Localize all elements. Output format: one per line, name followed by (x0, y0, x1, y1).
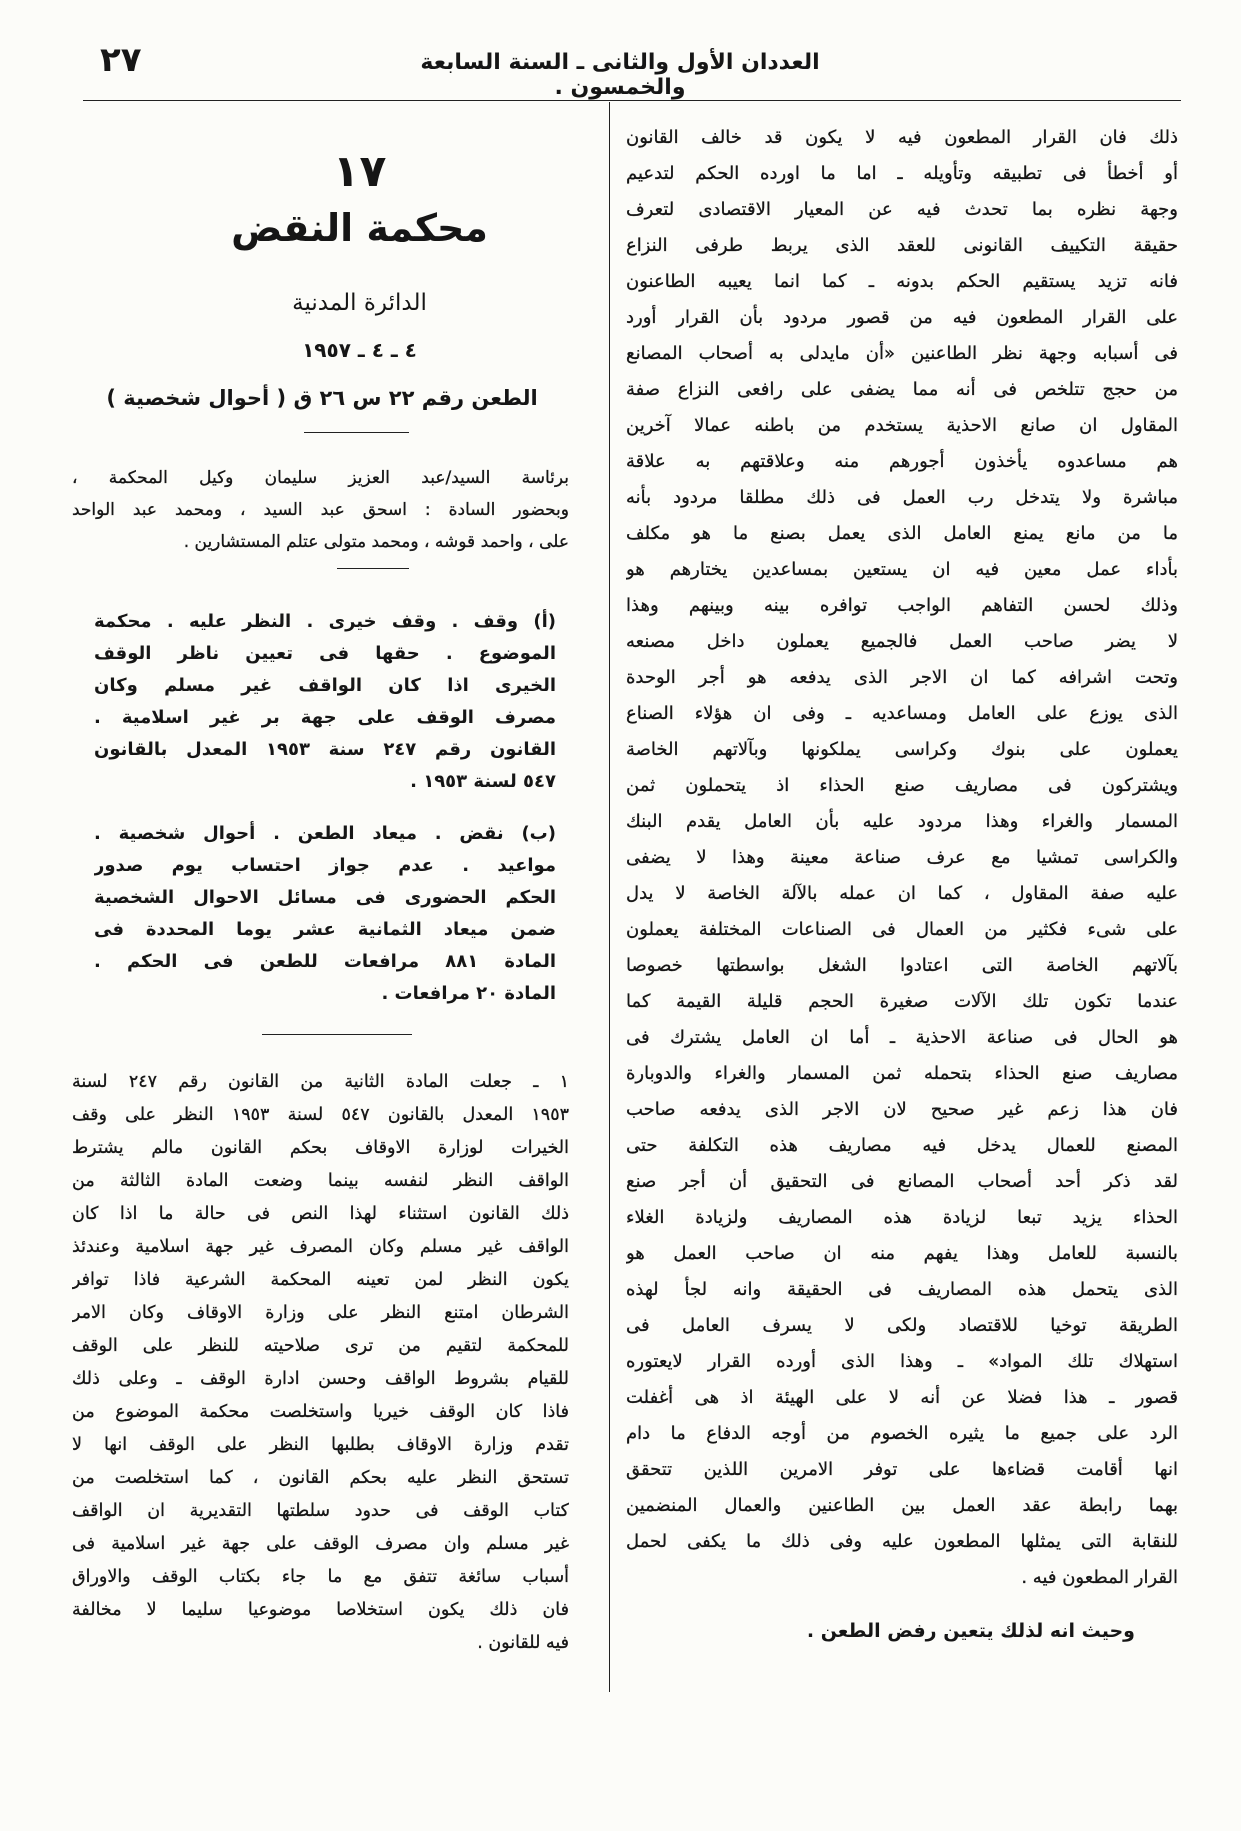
body-text-line: ما من مانع يمنع العامل الذى يعمل بصنع ما هو مكلف (626, 523, 1178, 544)
body-text-line: من حجج تتلخص فى أنه مما يضفى على رافعى النزاع صفة (626, 379, 1178, 400)
closing-sentence: وحيث انه لذلك يتعين رفض الطعن . (806, 1620, 1135, 1642)
body-text-line: ذلك فان القرار المطعون فيه لا يكون قد خالف القانون (626, 127, 1178, 148)
panel-rule (337, 568, 409, 569)
page-number: ٢٧ (100, 40, 142, 80)
panel-line: وبحضور السادة : اسحق عبد السيد ، ومحمد عبد الواحد (72, 500, 569, 520)
headnote-b-line: المادة ٢٠ مرافعات . (381, 983, 556, 1004)
body-text-line: الطريقة توخيا للاقتصاد ولكى لا يسرف العامل فى (626, 1315, 1178, 1336)
body-text-line: القرار المطعون فيه . (1021, 1567, 1178, 1588)
headnote-b-line: مواعيد . عدم جواز احتساب يوم صدور (94, 855, 556, 876)
body-text-line: مباشرة ولا يتدخل رب العمل فى ذلك مطلقا مردود بأنه (626, 487, 1178, 508)
left-column (72, 140, 597, 1680)
body-text-line: أو أخطأ فى تطبيقه وتأويله ـ اما ما اورده الحكم لتدعيم (626, 163, 1178, 184)
headnote-a-line: الموضوع . حقها فى تعيين ناظر الوقف (94, 643, 556, 664)
ruling-number: ١٧ (332, 146, 387, 197)
court-name: محكمة النقض (231, 206, 488, 250)
body-text-line: هم مساعدوه يأخذون أجورهم منه وعلاقتهم به علاقة (626, 451, 1178, 472)
principle-line: تقدم وزارة الاوقاف بطلبها النظر على الوقف انها لا (72, 1435, 569, 1455)
body-text-line: المقاول ان صانع الاحذية يستخدم من باطنه عمالا آخرين (626, 415, 1178, 436)
body-text-line: بأداء عمل معين فيه ان يستعين بمساعدين يختارهم هو (626, 559, 1178, 580)
principle-line: فان ذلك يكون استخلاصا موضوعيا سليما لا مخالفة (72, 1600, 569, 1620)
headnote-b-line: ضمن ميعاد الثمانية عشر يوما المحددة فى (94, 919, 556, 940)
body-text-line: المسمار والغراء وهذا مردود عليه بأن العامل يقدم البنك (626, 811, 1178, 832)
body-text-line: حقيقة التكييف القانونى للعقد الذى يربط طرفى النزاع (626, 235, 1178, 256)
body-text-line: على شىء فكثير من العمال فى الصناعات المختلفة يعملون (626, 919, 1178, 940)
headnote-a-line: الخيرى اذا كان الواقف غير مسلم وكان (94, 675, 556, 696)
body-text-line: بآلاتهم الخاصة التى اعتادوا الشغل بواسطتها خصوصا (626, 955, 1178, 976)
headnote-b-line: المادة ٨٨١ مرافعات للطعن فى الحكم . (94, 951, 556, 972)
principle-line: يكون النظر لمن تعينه المحكمة الشرعية فاذا توافر (72, 1270, 569, 1290)
headnote-b-line: الحكم الحضورى فى مسائل الاحوال الشخصية (94, 887, 556, 908)
principle-line: تستحق النظر عليه بحكم القانون ، كما استخلصت من (72, 1468, 569, 1488)
panel-line: برئاسة السيد/عبد العزيز سليمان وكيل المحكمة ، (72, 468, 569, 488)
principle-line: الواقف غير مسلم وكان المصرف غير جهة اسلامية وعندئذ (72, 1237, 569, 1257)
body-text-line: لا يضر صاحب العمل فالجميع يعملون داخل مصنعه (626, 631, 1178, 652)
principle-line: فاذا كان الوقف خيريا واستخلصت محكمة الموضوع من (72, 1402, 569, 1422)
body-text-line: ويشتركون فى مصاريف صنع الحذاء اذ يتحملون ثمن (626, 775, 1178, 796)
panel-line: على ، واحمد قوشه ، ومحمد متولى عتلم المستشارين . (183, 532, 569, 552)
headnote-a-line: (أ) وقف . وقف خيرى . النظر عليه . محكمة (94, 611, 556, 632)
body-text-line: عليه صفة المقاول ، كما ان عمله بالآلة الخاصة لا يدل (626, 883, 1178, 904)
body-text-line: استهلاك تلك المواد» ـ وهذا الذى أورده القرار لايعتوره (626, 1351, 1178, 1372)
body-text-line: لقد ذكر أحد أصحاب المصانع فى التحقيق أن أجر صنع (626, 1171, 1178, 1192)
column-divider (609, 102, 610, 1692)
body-text-line: للنقابة التى يمثلها المطعون عليه وفى ذلك ما يكفى لحمل (626, 1531, 1178, 1552)
headnote-rule (262, 1034, 412, 1035)
headnote-b-line: (ب) نقض . ميعاد الطعن . أحوال شخصية . (94, 823, 556, 844)
body-text-line: بالنسبة للعامل وهذا يفهم منه ان صاحب العمل هو (626, 1243, 1178, 1264)
principle-line: ١ ـ جعلت المادة الثانية من القانون رقم ٢٤٧ لسنة (72, 1072, 569, 1092)
body-text-line: الذى يوزع على العامل ومساعديه ـ وفى ان هؤلاء الصناع (626, 703, 1178, 724)
body-text-line: الحذاء يزيد تبعا لزيادة هذه المصاريف ولزيادة الغلاء (626, 1207, 1178, 1228)
principle-line: الشرطان امتنع النظر على وزارة الاوقاف وكان الامر (72, 1303, 569, 1323)
body-text-line: مصاريف صنع الحذاء بتحمله ثمن المسمار والغراء والدوبارة (626, 1063, 1178, 1084)
principle-line: الواقف النظر لنفسه بينما وضعت المادة الثالثة من (72, 1171, 569, 1191)
body-text-line: الرد على جميع ما يثيره الخصوم من أوجه الدفاع ما دام (626, 1423, 1178, 1444)
body-text-line: فانه تزيد يستقيم الحكم بدونه ـ كما انما يعيبه الطاعنون (626, 271, 1178, 292)
headnote-a-line: القانون رقم ٢٤٧ سنة ١٩٥٣ المعدل بالقانون (94, 739, 556, 760)
case-number: الطعن رقم ٢٢ س ٢٦ ق ( أحوال شخصية ) (106, 386, 538, 410)
principle-line: كتاب الوقف فى حدود سلطتها التقديرية ان الواقف (72, 1501, 569, 1521)
body-text-line: المصنع للعمال يدخل فيه مصاريف هذه التكلفة حتى (626, 1135, 1178, 1156)
body-text-line: هو الحال فى صناعة الاحذية ـ أما ان العامل يشترك فى (626, 1027, 1178, 1048)
body-text-line: فان هذا زعم غير صحيح لان الاجر الذى يدفعه صاحب (626, 1099, 1178, 1120)
body-text-line: فى أسبابه وجهة نظر الطاعنين «أن مايدلى به أصحاب المصانع (626, 343, 1178, 364)
body-text-line: عندما تكون تلك الآلات صغيرة الحجم قليلة القيمة كما (626, 991, 1178, 1012)
principle-line: ١٩٥٣ المعدل بالقانون ٥٤٧ لسنة ١٩٥٣ النظر على وقف (72, 1105, 569, 1125)
principle-line: الخيرات لوزارة الاوقاف بحكم القانون مالم يشترط (72, 1138, 569, 1158)
principle-line: للقيام بشروط الواقف وحسن ادارة الوقف ـ وعلى ذلك (72, 1369, 569, 1389)
circuit-name: الدائرة المدنية (292, 290, 427, 316)
ruling-date: ٤ ـ ٤ ـ ١٩٥٧ (302, 338, 417, 362)
right-column (626, 120, 1178, 1665)
body-text-line: وتحت اشرافه كما ان الاجر الذى يدفعه هو أجر الوحدة (626, 667, 1178, 688)
body-text-line: وذلك لحسن التفاهم الواجب توافره بينه وبينهم وهذا (626, 595, 1178, 616)
header-rule (83, 100, 1181, 101)
body-text-line: بهما رابطة عقد العمل بين الطاعنين والعمال المنضمين (626, 1495, 1178, 1516)
body-text-line: قصور ـ هذا فضلا عن أنه لا على الهيئة اذ هى أغفلت (626, 1387, 1178, 1408)
body-text-line: الذى يتحمل هذه المصاريف فى الحقيقة وانه لجأ لهذه (626, 1279, 1178, 1300)
principle-line: غير مسلم وان مصرف الوقف على جهة غير اسلامية فى (72, 1534, 569, 1554)
principle-line: أسباب سائغة تتفق مع ما جاء بكتاب الوقف والاوراق (72, 1567, 569, 1587)
body-text-line: وجهة نظره بما تحدث فيه عن المعيار الاقتصادى لتعرف (626, 199, 1178, 220)
body-text-line: على القرار المطعون فيه من قصور مردود بأن القرار أورد (626, 307, 1178, 328)
issue-title: العددان الأول والثانى ـ السنة السابعة والخمسون . (420, 50, 820, 100)
case-rule (304, 432, 409, 433)
body-text-line: يعملون على بنوك وكراسى يملكونها وبآلاتهم الخاصة (626, 739, 1178, 760)
headnote-a-line: ٥٤٧ لسنة ١٩٥٣ . (410, 771, 556, 792)
body-text-line: والكراسى تمشيا مع عرف صناعة معينة وهذا لا يضفى (626, 847, 1178, 868)
principle-line: فيه للقانون . (477, 1633, 569, 1653)
principle-line: للمحكمة لتقيم من ترى صلاحيته للنظر على الوقف (72, 1336, 569, 1356)
principle-line: ذلك القانون استثناء لهذا النص فى حالة ما اذا كان (72, 1204, 569, 1224)
headnote-a-line: مصرف الوقف على جهة بر غير اسلامية . (94, 707, 556, 728)
page-header (0, 0, 1241, 104)
body-text-line: انها أقامت قضاءها على توفر الامرين اللذين تتحقق (626, 1459, 1178, 1480)
